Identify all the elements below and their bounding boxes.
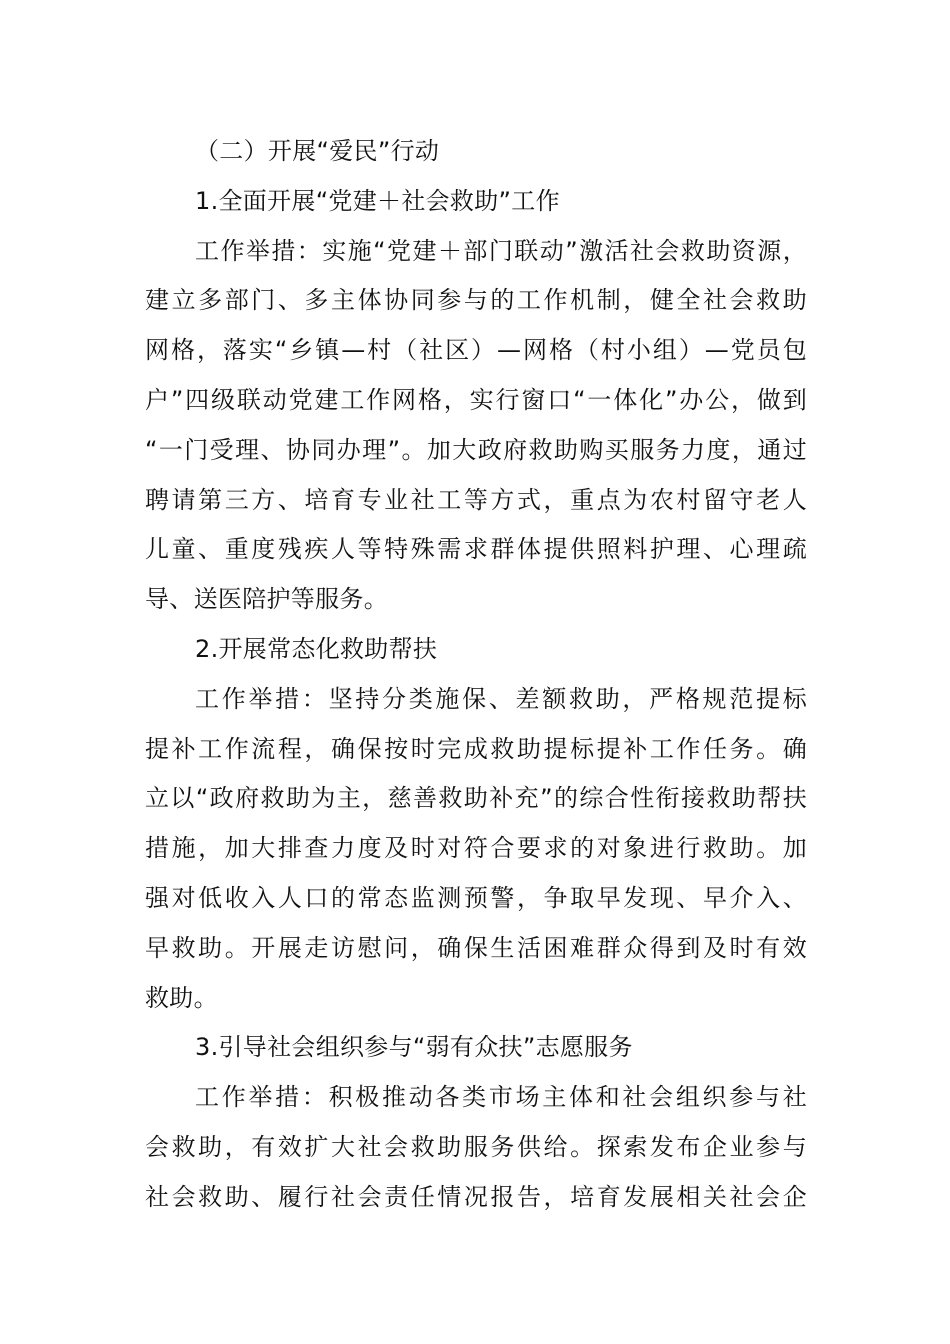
document-body — [145, 127, 807, 1223]
paragraph-line: 儿童、重度残疾人等特殊需求群体提供照料护理、心理疏 — [145, 535, 807, 564]
paragraph-line: 强对低收入人口的常态监测预警，争取早发现、早介入、 — [145, 883, 807, 912]
paragraph-line: 聘请第三方、培育专业社工等方式，重点为农村留守老人 — [145, 485, 807, 514]
paragraph-line: 会救助，有效扩大社会救助服务供给。探索发布企业参与 — [145, 1132, 807, 1161]
paragraph-line: 工作举措：坚持分类施保、差额救助，严格规范提标 — [195, 684, 807, 713]
paragraph-line: 早救助。开展走访慰问，确保生活困难群众得到及时有效 — [145, 933, 807, 962]
subsection-heading-3: 3.引导社会组织参与“弱有众扶”志愿服务 — [195, 1033, 633, 1062]
paragraph-line: 工作举措：积极推动各类市场主体和社会组织参与社 — [195, 1083, 807, 1112]
paragraph-line: 网格，落实“乡镇—村（社区）—网格（村小组）—党员包 — [145, 336, 807, 365]
paragraph-line: 措施，加大排查力度及时对符合要求的对象进行救助。加 — [145, 834, 807, 863]
paragraph-line: 提补工作流程，确保按时完成救助提标提补工作任务。确 — [145, 734, 807, 763]
paragraph-line: 社会救助、履行社会责任情况报告，培育发展相关社会企 — [145, 1182, 807, 1211]
paragraph-line: 建立多部门、多主体协同参与的工作机制，健全社会救助 — [145, 286, 807, 315]
subsection-heading-2: 2.开展常态化救助帮扶 — [195, 634, 438, 663]
paragraph-line: 立以“政府救助为主，慈善救助补充”的综合性衔接救助帮扶 — [145, 784, 807, 813]
subsection-heading-1: 1.全面开展“党建＋社会救助”工作 — [195, 186, 560, 215]
paragraph-line: 工作举措：实施“党建＋部门联动”激活社会救助资源， — [195, 236, 807, 265]
paragraph-line: 导、送医陪护等服务。 — [145, 585, 388, 614]
paragraph-line: 户”四级联动党建工作网格，实行窗口“一体化”办公，做到 — [145, 385, 807, 414]
section-heading: （二）开展“爱民”行动 — [195, 137, 440, 165]
paragraph-line: “一门受理、协同办理”。加大政府救助购买服务力度，通过 — [145, 435, 807, 464]
paragraph-line: 救助。 — [145, 983, 218, 1012]
